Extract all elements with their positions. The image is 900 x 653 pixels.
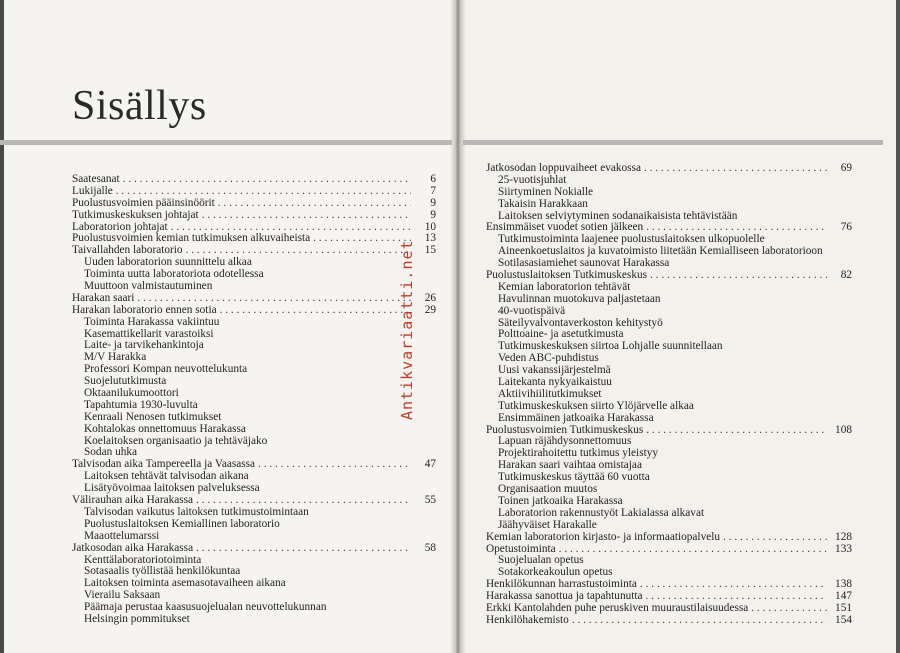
toc-subentry-title: Sotakorkeakoulun opetus: [498, 566, 613, 579]
toc-entry-title: Saatesanat: [72, 173, 120, 185]
toc-subentry-title: Suojelualan opetus: [498, 554, 584, 567]
toc-subentry-title: Laitoksen tehtävät talvisodan aikana: [84, 470, 249, 483]
toc-subentry-title: M/V Harakka: [84, 351, 147, 364]
toc-subentry-title: Kasemattikellarit varastoiksi: [84, 327, 214, 340]
toc-subentry-title: Sodan uhka: [84, 446, 138, 459]
toc-entry-title: Jatkosodan loppuvaiheet evakossa: [486, 162, 641, 174]
toc-subentry-title: Laitekanta nykyaikaistuu: [498, 376, 612, 389]
toc-page-number: 133: [835, 542, 852, 555]
toc-entry: [72, 210, 436, 222]
toc-page-number: 13: [424, 232, 436, 245]
toc-subentry-title: Laitoksen selviytyminen sodanaikaisista tehtävistään: [498, 209, 738, 222]
toc-subentry-title: Aineenkoetuslaitos ja kuvatoimisto liitetään Kemialliseen laboratorioon: [498, 245, 823, 258]
toc-entry: [486, 615, 852, 627]
toc-leader-dots: [313, 233, 411, 245]
toc-subentry-title: Uuden laboratorion suunnittelu alkaa: [84, 256, 252, 269]
toc-subentry-title: Koelaitoksen organisaatio ja tehtäväjako: [84, 434, 268, 447]
toc-subentry-title: Projektirahoitettu tutkimus yleistyy: [498, 447, 659, 460]
toc-leader-dots: [559, 544, 827, 556]
toc-page-number: 76: [840, 221, 852, 234]
toc-leader-dots: [723, 532, 827, 544]
toc-leader-dots: [202, 210, 411, 222]
toc-subentry-title: Puolustuslaitoksen Kemiallinen laboratorio: [84, 517, 280, 530]
toc-subentry: [486, 413, 852, 425]
toc-entry: [72, 174, 436, 186]
toc-subentry-title: Vierailu Saksaan: [84, 589, 161, 602]
toc-page-number: 10: [424, 220, 436, 233]
toc-subentry-title: Havulinnan muotokuva paljastetaan: [498, 292, 661, 305]
toc-entry-title: Erkki Kantolahden puhe peruskiven muuraustilaisuudessa: [486, 601, 749, 614]
toc-subentry-title: Lapuan räjähdysonnettomuus: [498, 435, 632, 448]
toc-subentry-title: Tutkimuskeskuksen siirtoa Lohjalle suunnitellaan: [498, 340, 723, 353]
toc-subentry-title: Tapahtumia 1930-luvulta: [84, 398, 198, 411]
toc-entry: [72, 186, 436, 198]
toc-subentry-title: Toiminta uutta laboratoriota odotellessa: [84, 268, 264, 281]
toc-entry: [72, 198, 436, 210]
toc-subentry-title: 25-vuotisjuhlat: [498, 173, 567, 186]
toc-entry: [72, 293, 436, 305]
toc-entry-title: Kemian laboratorion kirjasto- ja informaatiopalvelu: [486, 530, 721, 543]
toc-subentry-title: Päämaja perustaa kaasusuojelualan neuvottelukunnan: [84, 601, 327, 614]
toc-entry-title: Tutkimuskeskuksen johtajat: [72, 208, 199, 221]
toc-subentry-title: Jäähyväiset Harakalle: [498, 518, 597, 531]
toc-entry-title: Laboratorion johtajat: [72, 220, 168, 233]
toc-subentry-title: Talvisodan vaikutus laitoksen tutkimustoimintaan: [84, 505, 309, 518]
toc-subentry-title: Organisaation muutos: [498, 483, 598, 496]
toc-page-number: 154: [835, 613, 852, 626]
toc-leader-dots: [116, 186, 411, 198]
toc-entry-title: Lukijalle: [72, 184, 113, 197]
toc-page-number: 58: [424, 541, 436, 554]
toc-page-number: 138: [835, 578, 852, 591]
toc-entry-title: Ensimmäiset vuodet sotien jälkeen: [486, 221, 644, 234]
toc-leader-dots: [644, 163, 827, 175]
toc-leader-dots: [646, 425, 827, 437]
toc-entry-title: Jatkosodan aika Harakassa: [72, 541, 194, 554]
toc-page-number: 151: [835, 601, 852, 614]
toc-page-number: 69: [840, 162, 852, 174]
title-rule-right: [463, 140, 883, 145]
toc-entry-title: Puolustusvoimien kemian tutkimuksen alkuvaiheista: [72, 232, 311, 245]
toc-subentry-title: Laboratorion rakennustyöt Lakialassa alkavat: [498, 506, 705, 519]
toc-page-number: 82: [840, 269, 852, 282]
toc-subentry-title: Suojelututkimusta: [84, 375, 167, 388]
toc-subentry-title: Siirtyminen Nokialle: [498, 185, 594, 198]
toc-subentry-title: Takaisin Harakkaan: [498, 197, 588, 210]
toc-subentry-title: Tutkimuskeskuksen siirto Ylöjärvelle alkaa: [498, 399, 694, 412]
toc-entry-title: Puolustuslaitoksen Tutkimuskeskus: [486, 269, 648, 282]
toc-subentry-title: Lisätyövoimaa laitoksen palveluksessa: [84, 482, 260, 495]
toc-subentry: [486, 520, 852, 532]
toc-page-number: 15: [424, 244, 436, 257]
toc-page-number: 26: [424, 291, 436, 304]
toc-page-number: 55: [424, 494, 436, 507]
toc-subentry-title: Muuttoon valmistautuminen: [84, 280, 213, 293]
toc-leader-dots: [258, 459, 411, 471]
toc-leader-dots: [196, 543, 411, 555]
toc-subentry-title: Harakan saari vaihtaa omistajaa: [498, 459, 642, 472]
toc-page-number: 128: [835, 530, 852, 543]
toc-entry-title: Opetustoiminta: [486, 542, 556, 555]
page-title: Sisällys: [72, 83, 207, 129]
scan-edge-left: [0, 0, 4, 653]
toc-subentry-title: 40-vuotispäivä: [498, 304, 566, 317]
toc-subentry-title: Uusi vakanssijärjestelmä: [498, 364, 611, 377]
toc-subentry-title: Aktiivihiilitutkimukset: [498, 387, 602, 400]
toc-leader-dots: [650, 270, 827, 282]
watermark: [398, 239, 418, 620]
toc-entry-title: Harakan laboratorio ennen sotia: [72, 303, 217, 316]
toc-subentry-title: Veden ABC-puhdistus: [498, 352, 599, 365]
toc-right-column: [486, 163, 852, 627]
toc-subentry-title: Kohtalokas onnettomuus Harakassa: [84, 422, 246, 435]
toc-subentry-title: Laitoksen toiminta asemasotavaiheen aikana: [84, 577, 286, 590]
toc-leader-dots: [751, 603, 827, 615]
toc-subentry-title: Toiminta Harakassa vakiintuu: [84, 315, 220, 328]
toc-page-number: 9: [430, 196, 436, 209]
toc-leader-dots: [640, 579, 827, 591]
toc-page-number: 29: [424, 303, 436, 316]
toc-entry-title: Puolustusvoimien Tutkimuskeskus: [486, 423, 644, 436]
watermark-text: Antikvariaatti.net: [398, 239, 416, 420]
toc-subentry-title: Toinen jatkoaika Harakassa: [498, 494, 623, 507]
toc-page-number: 47: [424, 458, 436, 471]
toc-leader-dots: [220, 305, 411, 317]
toc-entry-title: Talvisodan aika Tampereella ja Vaasassa: [72, 458, 256, 471]
toc-leader-dots: [218, 198, 411, 210]
toc-entry-title: Henkilökunnan harrastustoiminta: [486, 578, 637, 591]
toc-entry-title: Henkilöhakemisto: [486, 613, 569, 626]
title-rule-left: [0, 140, 452, 145]
scan-edge-right: [896, 0, 900, 653]
toc-subentry-title: Säteilyvalvontaverkoston kehitystyö: [498, 316, 663, 329]
toc-subentry-title: Sotilasasiamiehet saunovat Harakassa: [498, 257, 670, 270]
toc-entry-title: Harakan saari: [72, 291, 135, 304]
toc-left-column: [72, 174, 436, 626]
toc-page-number: 108: [835, 423, 852, 436]
toc-entry-title: Puolustusvoimien pääinsinöörit: [72, 196, 215, 209]
toc-subentry-title: Maaottelumarssi: [84, 529, 160, 542]
toc-entry-title: Harakassa sanottua ja tapahtunutta: [486, 590, 643, 603]
toc-subentry-title: Ensimmäinen jatkoaika Harakassa: [498, 411, 654, 424]
toc-page-number: 147: [835, 590, 852, 603]
toc-subentry-title: Laite- ja tarvikehankintoja: [84, 339, 204, 352]
toc-subentry-title: Helsingin pommitukset: [84, 612, 190, 625]
book-gutter: [450, 0, 466, 653]
toc-entry: [486, 532, 852, 544]
toc-leader-dots: [123, 174, 411, 186]
toc-subentry-title: Kenttälaboratoriotoiminta: [84, 553, 202, 566]
toc-subentry-title: Sotasaalis työllistää henkilökuntaa: [84, 565, 241, 578]
toc-subentry: [72, 531, 436, 543]
toc-subentry-title: Kenraali Nenosen tutkimukset: [84, 410, 222, 423]
toc-subentry-title: Tutkimustoiminta laajenee puolustuslaitoksen ulkopuolelle: [498, 233, 765, 246]
toc-entry-title: Taivallahden laboratorio: [72, 244, 183, 257]
toc-entry-title: Välirauhan aika Harakassa: [72, 494, 194, 507]
toc-subentry: [72, 614, 436, 626]
toc-subentry-title: Kemian laboratorion tehtävät: [498, 280, 631, 293]
toc-leader-dots: [572, 615, 827, 627]
toc-subentry-title: Tutkimuskeskus täyttää 60 vuotta: [498, 471, 650, 484]
toc-subentry-title: Professori Kompan neuvottelukunta: [84, 363, 248, 376]
toc-subentry-title: Oktaanilukumoottori: [84, 387, 179, 400]
toc-subentry-title: Polttoaine- ja asetutkimusta: [498, 328, 624, 341]
toc-page-number: 7: [430, 184, 436, 197]
toc-page-number: 6: [430, 173, 436, 185]
toc-page-number: 9: [430, 208, 436, 221]
